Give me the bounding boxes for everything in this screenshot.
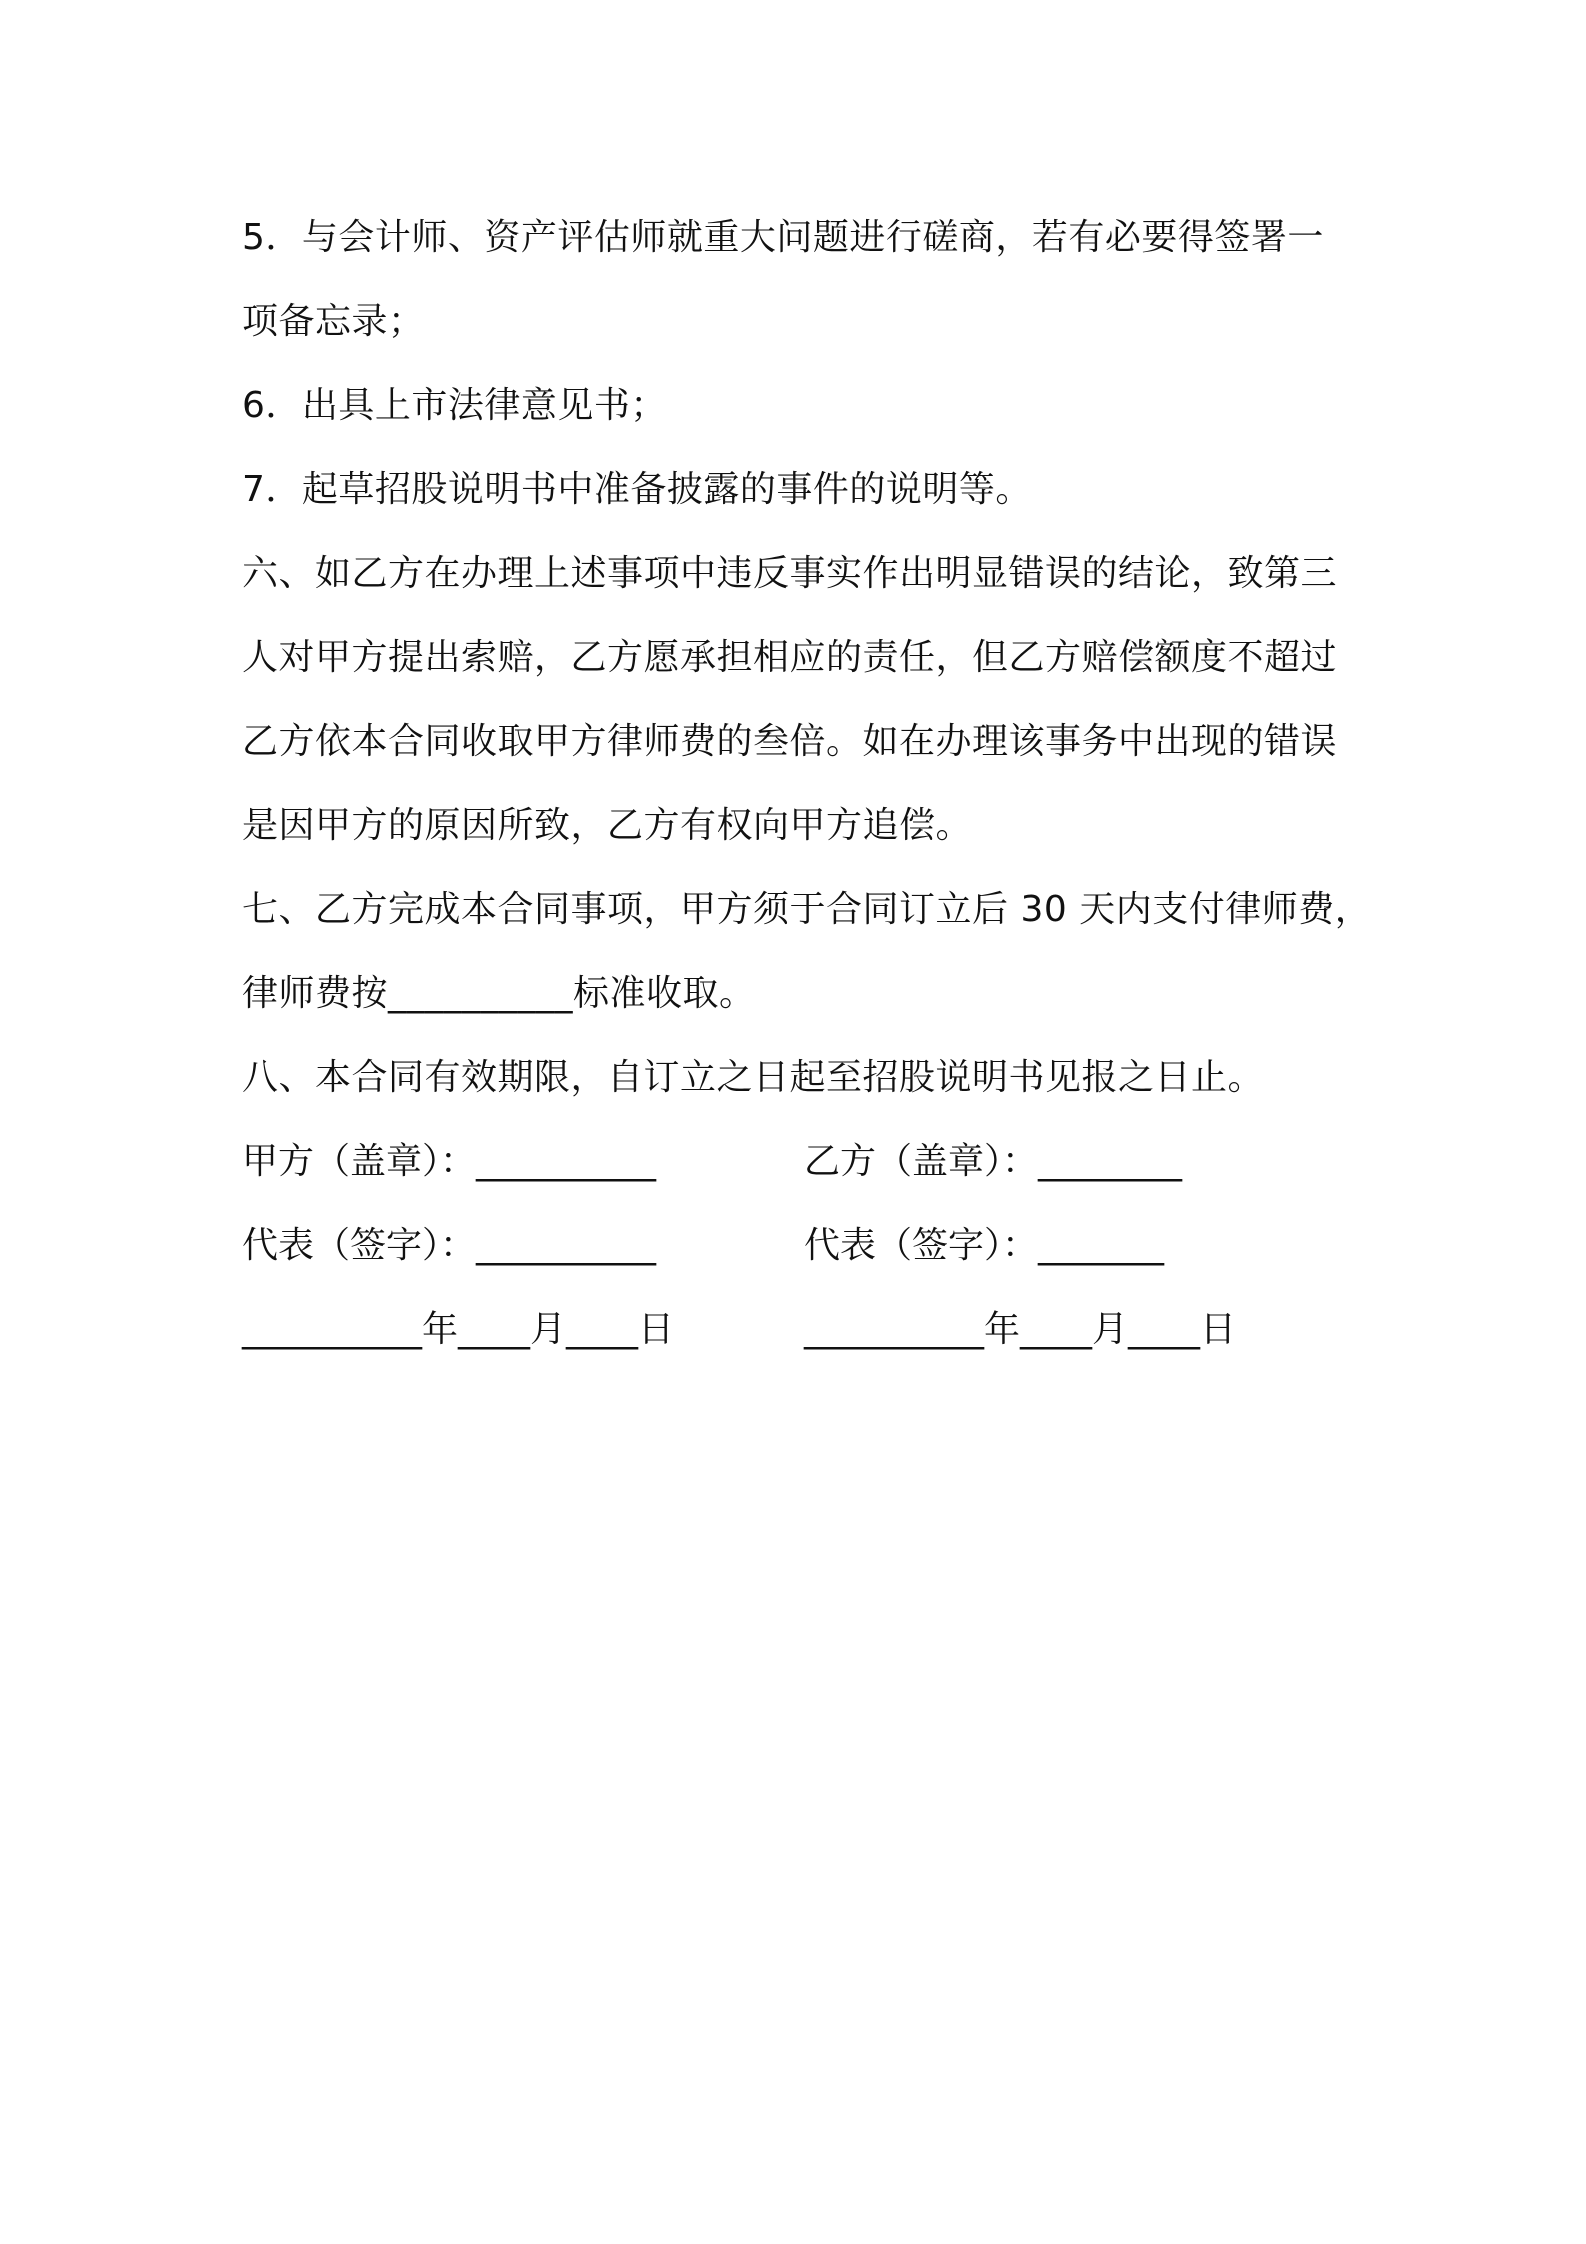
article-six-line-2: 人对甲方提出索赔，乙方愿承担相应的责任，但乙方赔偿额度不超过 [242,637,1338,678]
clause-5-continued: 项备忘录； [242,301,425,342]
party-b-representative-field: 代表（签字）：_______ [804,1225,1165,1266]
contract-body [242,196,1372,1372]
article-seven-line-2: 律师费按__________标准收取。 [242,973,756,1014]
article-six-line-3: 乙方依本合同收取甲方律师费的叁倍。如在办理该事务中出现的错误 [242,721,1338,762]
clause-7: 7．起草招股说明书中准备披露的事件的说明等。 [242,469,1032,510]
party-a-seal-field: 甲方（盖章）：__________ [242,1141,657,1182]
date-row [242,1288,1372,1372]
article-eight: 八、本合同有效期限，自订立之日起至招股说明书见报之日止。 [242,1057,1265,1098]
party-b-date-field: __________年____月____日 [804,1309,1236,1350]
article-six: 六、如乙方在办理上述事项中违反事实作出明显错误的结论，致第三 [242,553,1338,594]
article-six-line-4: 是因甲方的原因所致，乙方有权向甲方追偿。 [242,805,973,846]
party-b-seal-field: 乙方（盖章）：________ [804,1141,1183,1182]
article-seven: 七、乙方完成本合同事项，甲方须于合同订立后 30 天内支付律师费， [242,889,1372,930]
representative-row [242,1204,1372,1288]
clause-6: 6．出具上市法律意见书； [242,385,667,426]
party-a-representative-field: 代表（签字）：__________ [242,1225,657,1266]
seal-row [242,1120,1372,1204]
clause-5: 5．与会计师、资产评估师就重大问题进行磋商，若有必要得签署一 [242,217,1324,258]
party-a-date-field: __________年____月____日 [242,1309,674,1350]
